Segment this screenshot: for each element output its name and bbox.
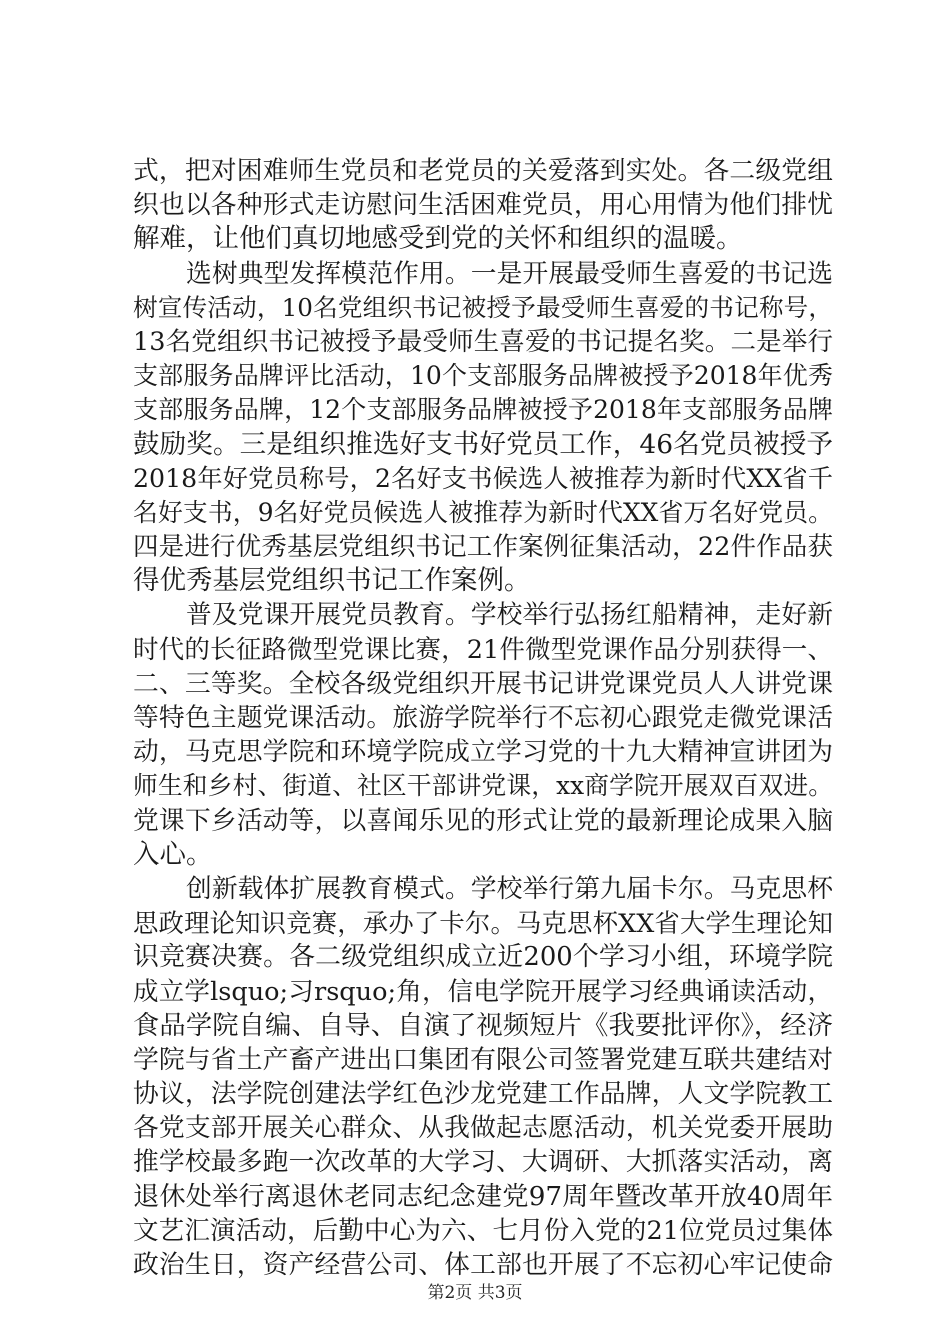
paragraph-start-line: 普及党课开展党员教育。学校举行弘扬红船精神，走好新 — [186, 600, 833, 631]
text-line: 各党支部开展关心群众、从我做起志愿活动，机关党委开展助 — [133, 1113, 833, 1144]
paragraph-start-line: 创新载体扩展教育模式。学校举行第九届卡尔。马克思杯 — [186, 873, 833, 904]
text-line: 退休处举行离退休老同志纪念建党97周年暨改革开放40周年 — [133, 1181, 833, 1212]
text-line: 师生和乡村、街道、社区干部讲党课，xx商学院开展双百双进。 — [133, 771, 833, 801]
text-line: 得优秀基层党组织书记工作案例。 — [133, 565, 531, 597]
paragraph-start-line: 选树典型发挥模范作用。一是开展最受师生喜爱的书记选 — [186, 258, 833, 289]
text-line: 思政理论知识竞赛，承办了卡尔。马克思杯XX省大学生理论知 — [133, 908, 833, 939]
text-line: 动，马克思学院和环境学院成立学习党的十九大精神宣讲团为 — [133, 737, 833, 768]
text-line: 鼓励奖。三是组织推选好支书好党员工作，46名党员被授予 — [133, 428, 833, 460]
text-line: 支部服务品牌评比活动，10个支部服务品牌被授予2018年优秀 — [133, 361, 833, 391]
text-line: 解难，让他们真切地感受到党的关怀和组织的温暖。 — [133, 223, 743, 255]
text-line: 食品学院自编、自导、自演了视频短片《我要批评你》，经济 — [133, 1010, 833, 1041]
text-line: 二、三等奖。全校各级党组织开展书记讲党课党员人人讲党课 — [133, 668, 833, 699]
text-line: 时代的长征路微型党课比赛，21件微型党课作品分别获得一、 — [133, 634, 833, 665]
page-number-footer: 第2页 共3页 — [427, 1283, 523, 1303]
text-line: 识竞赛决赛。各二级党组织成立近200个学习小组，环境学院 — [133, 942, 833, 973]
text-line: 等特色主题党课活动。旅游学院举行不忘初心跟党走微党课活 — [133, 703, 833, 733]
text-line: 2018年好党员称号，2名好支书候选人被推荐为新时代XX省千 — [133, 463, 833, 493]
text-line: 入心。 — [133, 838, 213, 870]
text-line: 政治生日，资产经营公司、体工部也开展了不忘初心牢记使命 — [133, 1250, 833, 1280]
document-body — [133, 154, 833, 1282]
text-line: 13名党组织书记被授予最受师生喜爱的书记提名奖。二是举行 — [133, 326, 833, 357]
text-line: 成立学lsquo;习rsquo;角，信电学院开展学习经典诵读活动， — [133, 976, 833, 1007]
text-line: 树宣传活动，10名党组织书记被授予最受师生喜爱的书记称号， — [133, 292, 833, 322]
text-line: 学院与省土产畜产进出口集团有限公司签署党建互联共建结对 — [133, 1044, 833, 1075]
text-line: 协议，法学院创建法学红色沙龙党建工作品牌，人文学院教工 — [133, 1079, 833, 1110]
text-line: 推学校最多跑一次改革的大学习、大调研、大抓落实活动，离 — [133, 1147, 833, 1178]
text-line: 支部服务品牌，12个支部服务品牌被授予2018年支部服务品牌 — [133, 395, 833, 425]
text-line: 织也以各种形式走访慰问生活困难党员，用心用情为他们排忧 — [133, 190, 833, 221]
text-line: 党课下乡活动等，以喜闻乐见的形式让党的最新理论成果入脑 — [133, 805, 833, 836]
text-line: 四是进行优秀基层党组织书记工作案例征集活动，22件作品获 — [133, 532, 833, 563]
text-line: 文艺汇演活动，后勤中心为六、七月份入党的21位党员过集体 — [133, 1215, 833, 1246]
text-line: 名好支书，9名好党员候选人被推荐为新时代XX省万名好党员。 — [133, 497, 833, 527]
text-line: 式，把对困难师生党员和老党员的关爱落到实处。各二级党组 — [133, 156, 833, 186]
